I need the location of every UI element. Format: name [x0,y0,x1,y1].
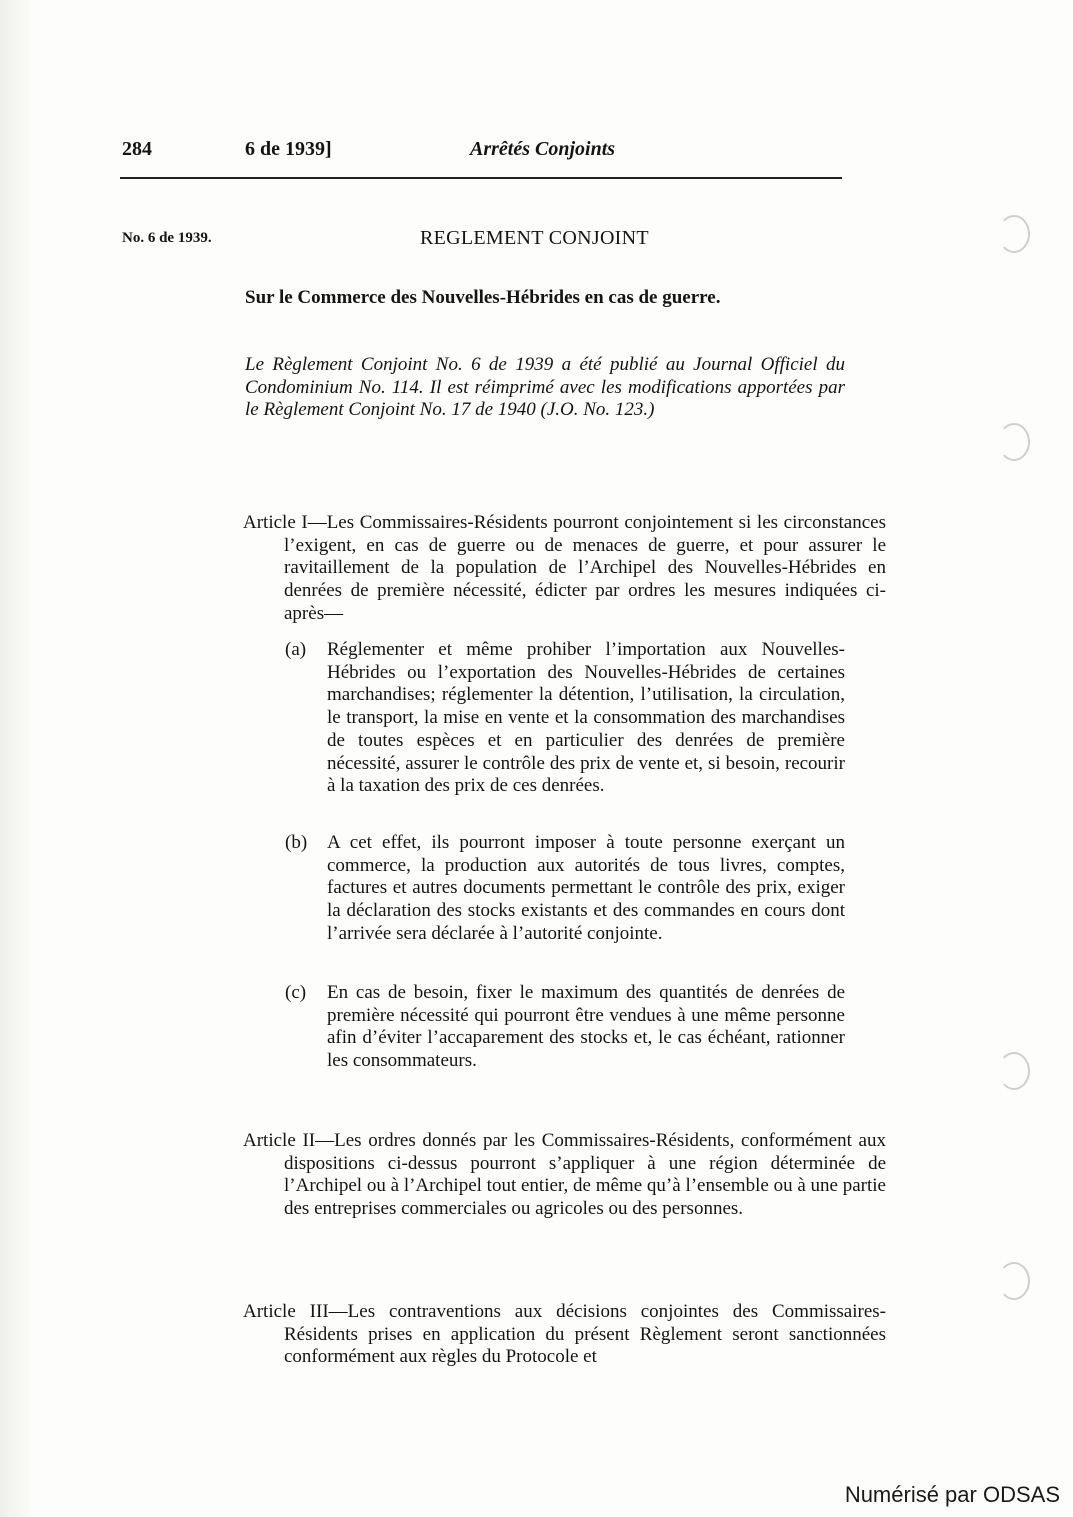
item-label: (b) [285,832,308,853]
item-label: (c) [285,982,307,1003]
document-title: REGLEMENT CONJOINT [420,227,649,249]
margin-note: No. 6 de 1939. [122,230,212,246]
binder-hole-mark [998,1052,1030,1090]
article-1-item-c [285,982,845,1073]
scan-page-edge [0,0,30,1517]
article-1 [243,512,886,626]
article-2 [243,1130,886,1221]
article-heading: Article I [243,512,308,533]
article-3 [243,1301,886,1369]
article-text: —Les Commissaires-Résidents pourront conjointement si les circonstances l’exigent, en cas de guerre ou de menaces de guerre, et pour assurer le ravitaillement de la population de l’Archipel des Nouvelles-Hébrides en denrées de première nécessité, édicter par ordres les mesures indiquées ci-après— [284,512,886,624]
article-1-item-a [285,639,845,798]
item-label: (a) [285,639,307,660]
binder-hole-mark [998,423,1030,461]
article-text: —Les ordres donnés par les Commissaires-Résidents, conformément aux dispositions ci-dessus pourront s’appliquer à une région déterminée de l’Archipel ou à l’Archipel tout entier, de même qu’à l’ensemble ou à une partie des entreprises commerciales ou agricoles ou des personnes. [284,1130,886,1220]
header-rule [120,177,842,179]
article-1-item-b [285,832,845,946]
document-subtitle: Sur le Commerce des Nouvelles-Hébrides en cas de guerre. [245,287,721,308]
publication-note: Le Règlement Conjoint No. 6 de 1939 a été publié au Journal Officiel du Condominium No. 114. Il est réimprimé avec les modifications apportées par le Règlement Conjoint No. 17 de 1940 (J.O. No. 123.) [245,354,845,420]
binder-hole-mark [998,215,1030,253]
article-heading: Article II [243,1130,316,1151]
binder-hole-mark [998,1262,1030,1300]
article-heading: Article III [243,1301,329,1322]
running-title: Arrêtés Conjoints [470,138,616,160]
regulation-number: 6 de 1939] [245,138,332,160]
digitization-credit: Numérisé par ODSAS [844,1482,1060,1507]
page-number: 284 [122,138,152,160]
item-text: A cet effet, ils pourront imposer à toute personne exerçant un commerce, la production aux autorités de tous livres, comptes, factures et autres documents permettant le contrôle des prix, exiger la déclaration des stocks existants et des commandes en cours dont l’arrivée sera déclarée à l’autorité conjointe. [327,832,845,944]
item-text: Réglementer et même prohiber l’importation aux Nouvelles-Hébrides ou l’exportation des Nouvelles-Hébrides de certaines marchandises; réglementer la détention, l’utilisation, la circulation, le transport, la mise en vente et la consommation des marchandises de toutes espèces et en particulier des denrées de première nécessité, assurer le contrôle des prix de vente et, si besoin, recourir à la taxation des prix de ces denrées. [327,639,845,797]
article-text: —Les contraventions aux décisions conjointes des Commissaires-Résidents prises en application du présent Règlement seront sanctionnées conformément aux règles du Protocole et [284,1301,886,1368]
item-text: En cas de besoin, fixer le maximum des quantités de denrées de première nécessité qui pourront être vendues à une même personne afin d’éviter l’accaparement des stocks et, le cas échéant, rationner les consommateurs. [327,982,845,1072]
